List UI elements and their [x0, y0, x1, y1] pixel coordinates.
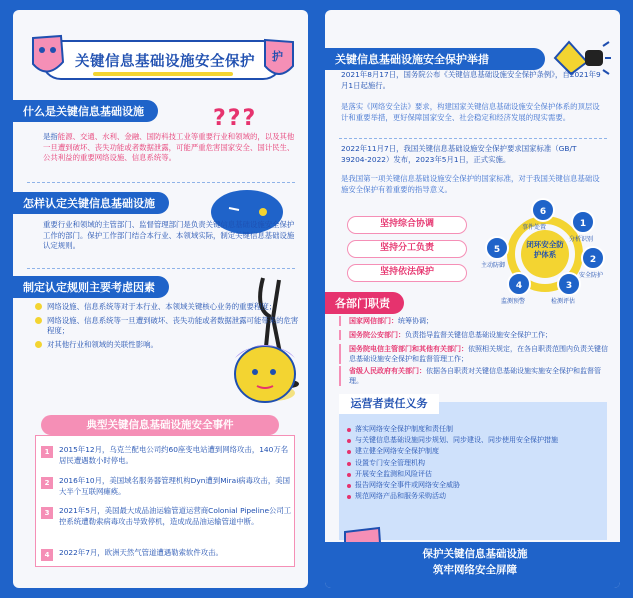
list-item [41, 445, 293, 466]
ops-section-title: 运营者责任义务 [339, 394, 439, 414]
list-item: 开展安全监测和风险评估 [347, 469, 558, 480]
list-item: 规范网络产品和服务采购活动 [347, 491, 558, 502]
dept-text: 依照相关规定，在各自职责范围内负责关键信息基础设施安全保护和监督管理工作； [349, 345, 608, 363]
events-title: 典型关键信息基础设施安全事件 [41, 415, 279, 435]
rules-section-title: 制定认定规则主要考虑因素 [13, 276, 169, 298]
list-item [339, 330, 609, 340]
measure-2-note: 是我国第一项关键信息基础设施安全保护的国家标准，对于我国关键信息基础设施安全保护有着重要的指导意义。 [341, 174, 600, 194]
ops-list [347, 424, 558, 502]
list-item [41, 548, 293, 559]
event-text: 2015年12月，乌克兰配电公司约60座变电站遭到网络攻击，140万名居民遭遇数小时停电。 [59, 445, 289, 465]
what-text [43, 132, 295, 164]
event-text: 2016年10月，美国域名服务器管理机构Dyn遭到Mirai病毒攻击，美国大半个互联网瘫痪。 [59, 476, 290, 496]
slogan-line-2: 筑牢网络安全屏障 [433, 564, 517, 576]
event-text: 2022年7月，欧洲天然气管道遭遇勒索软件攻击。 [59, 548, 223, 557]
measure-1-note: 是落实《网络安全法》要求，构建国家关键信息基础设施安全保护体系的顶层设计和重要举措，更好保障国家安全、社会稳定和经济发展的现实需要。 [341, 102, 600, 122]
what-section-title: 什么是关键信息基础设施 [13, 100, 158, 122]
cycle-label: 检测评估 [551, 298, 576, 305]
event-text: 2021年5月，美国最大成品油运输管道运营商Colonial Pipeline公司工控系统遭勒索病毒攻击导致停机，造成成品油运输管道中断。 [59, 506, 292, 526]
measure-1-text: 2021年8月17日，国务院公布《关键信息基础设施安全保护条例》，自2021年9月1日起施行。 [341, 70, 601, 90]
cycle-label: 事件处置 [522, 224, 547, 231]
list-item [41, 506, 293, 527]
shield-mascot-left-icon [27, 32, 67, 82]
cycle-label: 分析识别 [569, 236, 594, 243]
list-item [41, 476, 293, 497]
measure-2-text: 2022年11月7日，我国关键信息基础设施安全保护要求国家标准（GB/T 39204-2022）发布，2023年5月1日，正式实施。 [341, 144, 577, 164]
how-text: 重要行业和领域的主管部门、监督管理部门是负责关键信息基础设施安全保护工作的部门。保护工作部门结合本行业、本领域实际，制定关键信息基础设施认定规则。 [43, 220, 295, 250]
list-item: 落实网络安全保护制度和责任制 [347, 424, 558, 435]
divider [339, 138, 607, 139]
cycle-label: 主动防御 [481, 262, 506, 269]
dept-text: 负责指导监督关键信息基础设施安全保护工作； [405, 331, 552, 339]
divider [27, 182, 295, 183]
dept-name: 省级人民政府有关部门： [349, 367, 426, 375]
page-title: 关键信息基础设施安全保护 [75, 54, 255, 70]
event-number: 3 [41, 507, 53, 519]
svg-text:护: 护 [272, 50, 283, 63]
divider [27, 268, 295, 269]
title-underline [93, 72, 233, 76]
list-item: 网络设施、信息系统等对于本行业、本领域关键核心业务的重要程度； [35, 302, 305, 313]
cycle-node: 4 [507, 272, 531, 296]
dept-text: 依据各自职责对关键信息基础设施实施安全保护和监督管理。 [349, 367, 601, 385]
list-item [339, 316, 609, 326]
cycle-node: 2 [581, 246, 605, 270]
dept-section-title: 各部门职责 [325, 292, 404, 314]
cycle-node: 6 [531, 198, 555, 222]
shield-mascot-right-icon [261, 36, 299, 84]
event-number: 2 [41, 477, 53, 489]
list-item: 与关键信息基础设施同步规划、同步建设、同步使用安全保护措施 [347, 435, 558, 446]
left-panel [13, 10, 308, 588]
how-section-title: 怎样认定关键信息基础设施 [13, 192, 169, 214]
thinking-character-icon [225, 338, 305, 408]
list-item [339, 366, 609, 386]
list-item [339, 344, 609, 364]
dept-name: 国务院公安部门： [349, 331, 405, 339]
cycle-node: 1 [571, 210, 595, 234]
measures-section-title: 关键信息基础设施安全保护举措 [325, 48, 545, 70]
list-item: 报告网络安全事件或网络安全威胁 [347, 480, 558, 491]
dept-text: 统筹协调； [398, 317, 433, 325]
cycle-node: 5 [485, 236, 509, 260]
dept-name: 国家网信部门： [349, 317, 398, 325]
list-item: 网络设施、信息系统等一旦遭到破坏、丧失功能或者数据泄露可能带来的危害程度； [35, 316, 305, 337]
list-item: 对其他行业和领域的关联性影响。 [35, 340, 305, 351]
principle-pill: 坚持分工负责 [347, 240, 467, 258]
list-item: 建立健全网络安全保护制度 [347, 446, 558, 457]
question-marks: ??? [213, 106, 258, 131]
slogan-line-1: 保护关键信息基础设施 [422, 548, 528, 560]
event-number: 1 [41, 446, 53, 458]
cycle-label: 安全防护 [579, 272, 604, 279]
event-number: 4 [41, 549, 53, 561]
what-text-prefix: 是指 [43, 132, 58, 141]
dept-name: 国务院电信主管部门和其他有关部门： [349, 345, 468, 353]
cycle-center-label: 闭环安全防护体系 [526, 240, 564, 259]
list-item: 设置专门安全管理机构 [347, 458, 558, 469]
principle-pill: 坚持综合协调 [347, 216, 467, 234]
what-text-body: 能源、交通、水利、金融、国防科技工业等重要行业和领域的，以及其他一旦遭到破坏、丧失功能或者数据泄露，可能严重危害国家安全、国计民生、公共利益的重要网络设施、信息系统等。 [43, 132, 295, 162]
cycle-label: 监测预警 [501, 298, 526, 305]
principle-pill: 坚持依法保护 [347, 264, 467, 282]
cycle-node: 3 [557, 272, 581, 296]
right-panel [325, 10, 620, 588]
